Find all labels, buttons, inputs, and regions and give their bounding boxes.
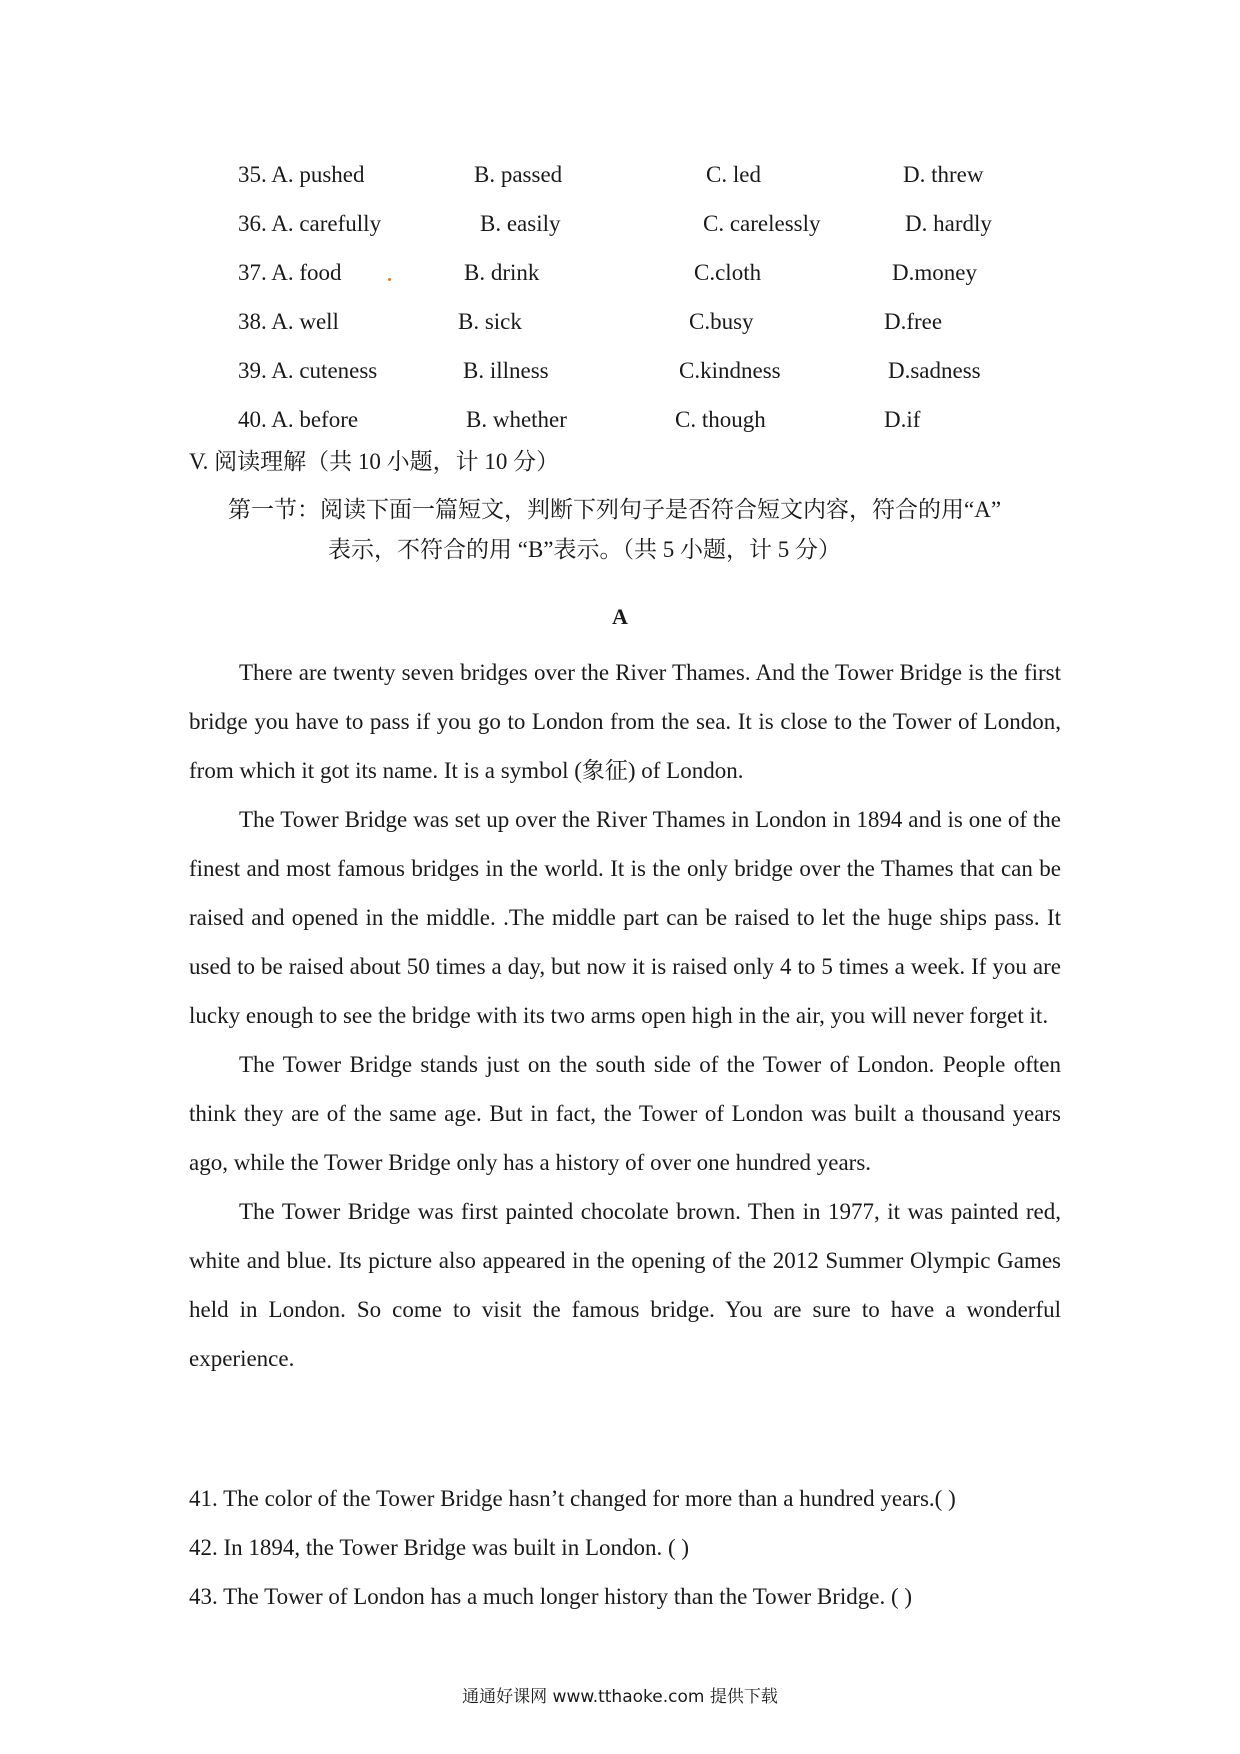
option-a: 35. A. pushed bbox=[238, 162, 365, 187]
question-42: 42. In 1894, the Tower Bridge was built in London. ( ) bbox=[189, 1535, 690, 1560]
option-c: C. though bbox=[675, 407, 766, 432]
option-a: 40. A. before bbox=[238, 407, 359, 432]
option-d: D. hardly bbox=[905, 211, 992, 236]
paragraph-2: The Tower Bridge was set up over the River Thames in London in 1894 and is one of the finest and most famous bridges in the world. It is the only bridge over the Thames that can be raised and opened in the middle. .The middle part can be raised to let the huge ships pass. It used to be raised about 50 times a day, but now it is raised only 4 to 5 times a week. If you are lucky enough to see the bridge with its two arms open high in the air, you will never forget it. bbox=[189, 807, 1061, 1028]
option-a: 36. A. carefully bbox=[238, 211, 382, 236]
option-b: B. sick bbox=[458, 309, 522, 334]
option-a: 39. A. cuteness bbox=[238, 358, 378, 383]
option-row-40 bbox=[0, 395, 1240, 444]
option-row-37 bbox=[0, 248, 1240, 297]
option-c: C.kindness bbox=[679, 358, 781, 383]
option-b: B. passed bbox=[474, 162, 563, 187]
judgement-questions bbox=[189, 1474, 1089, 1621]
option-row-35 bbox=[0, 150, 1240, 199]
option-a: 37. A. food bbox=[238, 260, 342, 285]
option-d: D.free bbox=[884, 309, 943, 334]
section-heading: V. 阅读理解（共 10 小题，计 10 分） bbox=[189, 449, 560, 474]
option-b: B. easily bbox=[480, 211, 561, 236]
option-row-38 bbox=[0, 297, 1240, 346]
page-footer: 通通好课网 www.tthaoke.com 提供下载 bbox=[462, 1687, 778, 1707]
option-b: B. illness bbox=[463, 358, 549, 383]
reading-passage bbox=[189, 648, 1061, 1383]
option-d: D. threw bbox=[903, 162, 984, 187]
paragraph-3: The Tower Bridge stands just on the south side of the Tower of London. People often think they are of the same age. But in fact, the Tower of London was built a thousand years ago, while the Tower Bridge only has a history of over one hundred years. bbox=[189, 1052, 1061, 1175]
instruction-line-2: 表示，不符合的用 “B”表示。（共 5 小题，计 5 分） bbox=[328, 537, 842, 562]
cloze-options bbox=[0, 150, 1240, 444]
option-d: D.sadness bbox=[888, 358, 981, 383]
option-b: B. drink bbox=[464, 260, 540, 285]
instruction-line-1: 第一节：阅读下面一篇短文，判断下列句子是否符合短文内容，符合的用“A” bbox=[228, 497, 1002, 522]
option-row-39 bbox=[0, 346, 1240, 395]
option-a: 38. A. well bbox=[238, 309, 339, 334]
option-d: D.money bbox=[892, 260, 977, 285]
passage-title: A bbox=[612, 604, 628, 629]
option-c: C.cloth bbox=[694, 260, 762, 285]
option-c: C. carelessly bbox=[703, 211, 821, 236]
question-43: 43. The Tower of London has a much longer history than the Tower Bridge. ( ) bbox=[189, 1584, 913, 1609]
question-41: 41. The color of the Tower Bridge hasn’t changed for more than a hundred years.( ) bbox=[189, 1486, 956, 1511]
option-c: C. led bbox=[706, 162, 761, 187]
option-b: B. whether bbox=[466, 407, 567, 432]
option-d: D.if bbox=[884, 407, 921, 432]
option-c: C.busy bbox=[689, 309, 754, 334]
paragraph-4: The Tower Bridge was first painted chocolate brown. Then in 1977, it was painted red, white and blue. Its picture also appeared in the opening of the 2012 Summer Olympic Games held in London. So come to visit the famous bridge. You are sure to have a wonderful experience. bbox=[189, 1199, 1061, 1371]
option-row-36 bbox=[0, 199, 1240, 248]
stray-mark bbox=[388, 278, 391, 281]
paragraph-1: There are twenty seven bridges over the River Thames. And the Tower Bridge is the first bridge you have to pass if you go to London from the sea. It is close to the Tower of London, from which it got its name. It is a symbol (象征) of London. bbox=[189, 660, 1061, 783]
instruction-text bbox=[228, 490, 1068, 570]
